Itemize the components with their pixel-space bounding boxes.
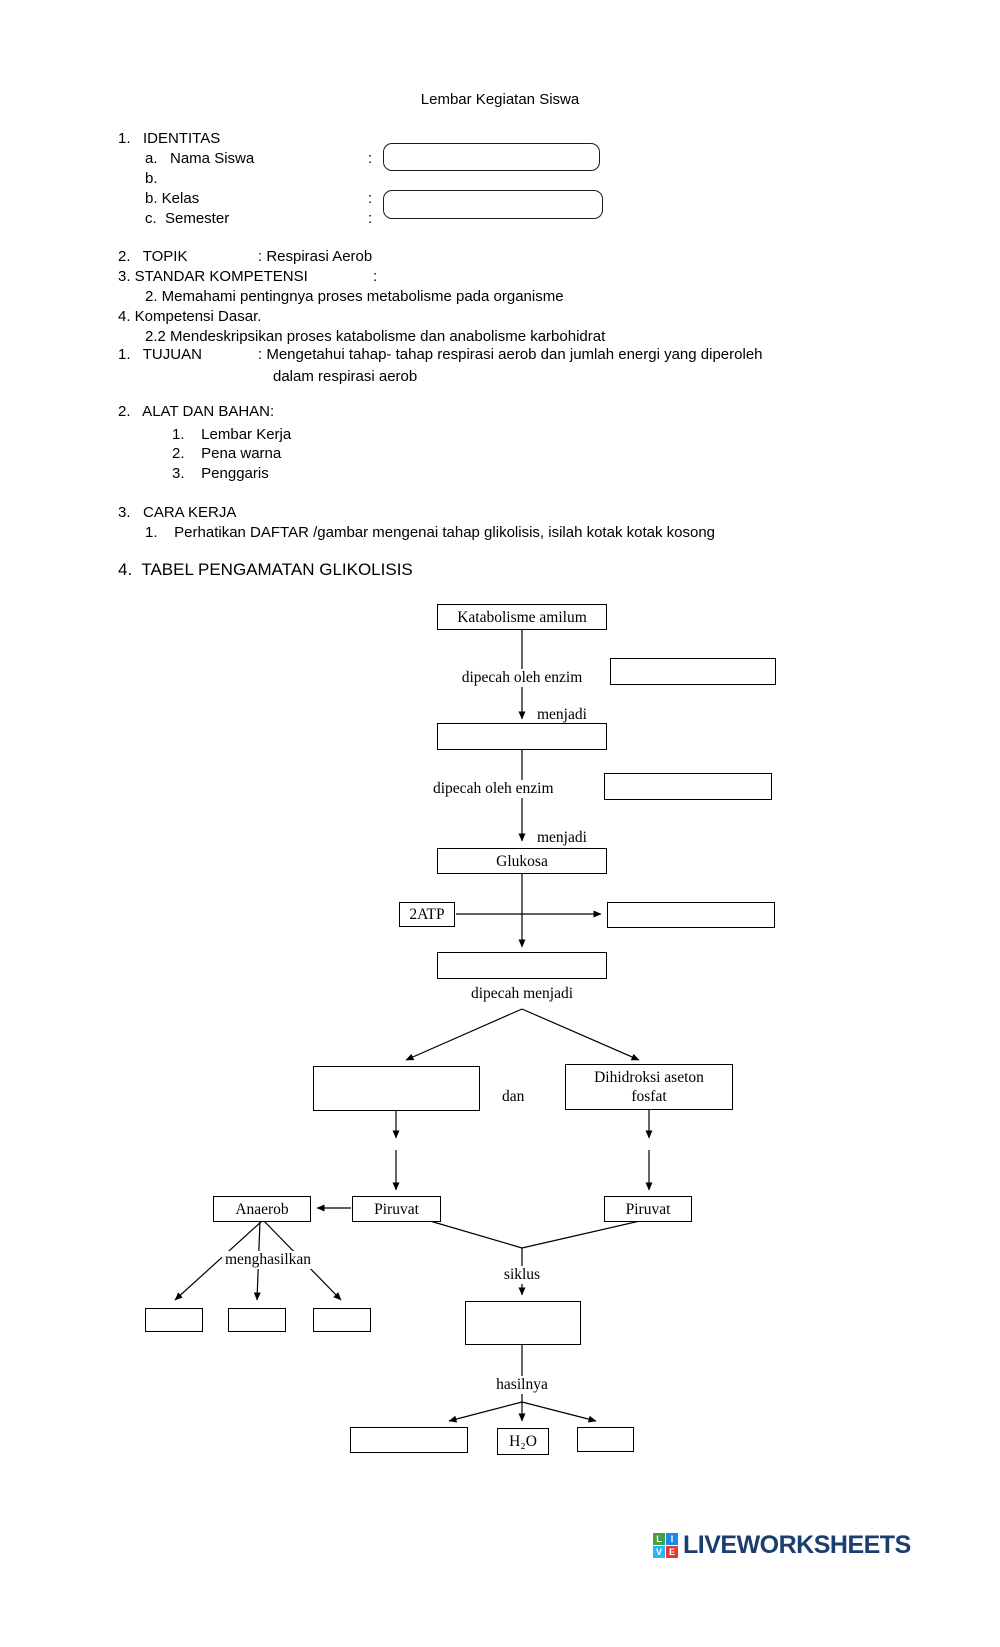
answer-box-hasil-left[interactable] bbox=[350, 1427, 468, 1453]
kompetensi-dasar-item: 2.2 Mendeskripsikan proses katabolisme dan anabolisme karbohidrat bbox=[145, 328, 606, 345]
box-katabolisme-amilum-label: Katabolisme amilum bbox=[457, 608, 587, 626]
logo-square-v: V bbox=[653, 1546, 665, 1558]
kelas-colon: : bbox=[368, 190, 373, 207]
connector-line bbox=[522, 1221, 640, 1248]
standar-kompetensi-label: 3. STANDAR KOMPETENSI bbox=[118, 268, 308, 285]
answer-box-split-left[interactable] bbox=[313, 1066, 480, 1111]
semester-colon: : bbox=[368, 210, 373, 227]
answer-box-anaerob-2[interactable] bbox=[228, 1308, 286, 1332]
logo-square-l: L bbox=[653, 1533, 665, 1545]
nama-siswa-colon: : bbox=[368, 150, 373, 167]
topik-label: 2. TOPIK bbox=[118, 248, 188, 265]
connector-arrow bbox=[522, 1009, 639, 1060]
connector-arrow bbox=[522, 1402, 596, 1421]
alat-bahan-heading: 2. ALAT DAN BAHAN: bbox=[118, 403, 275, 420]
nama-siswa-label: a. Nama Siswa bbox=[145, 150, 255, 167]
box-anaerob-label: Anaerob bbox=[235, 1200, 289, 1218]
liveworksheets-logo[interactable] bbox=[653, 1531, 911, 1560]
kompetensi-dasar-label: 4. Kompetensi Dasar. bbox=[118, 308, 262, 325]
label-siklus: siklus bbox=[501, 1266, 543, 1284]
identitas-b-stub: b. bbox=[145, 170, 158, 187]
identitas-heading: 1. IDENTITAS bbox=[118, 130, 221, 147]
box-dihidroksi-line2: fosfat bbox=[631, 1088, 667, 1105]
tabel-pengamatan-heading: 4. TABEL PENGAMATAN GLIKOLISIS bbox=[118, 560, 413, 579]
answer-box-anaerob-1[interactable] bbox=[145, 1308, 203, 1332]
liveworksheets-logo-icon bbox=[653, 1533, 678, 1558]
alat-item-2: 2. Pena warna bbox=[172, 445, 282, 462]
label-dipecah-oleh-enzim-2: dipecah oleh enzim bbox=[430, 780, 557, 798]
answer-box-menjadi-1[interactable] bbox=[437, 723, 607, 750]
liveworksheets-logo-text: LIVEWORKSHEETS bbox=[683, 1531, 911, 1559]
answer-box-glukosa-result[interactable] bbox=[437, 952, 607, 979]
box-piruvat-right-label: Piruvat bbox=[625, 1200, 671, 1218]
label-menjadi-2: menjadi bbox=[537, 829, 587, 846]
answer-box-enzim-1[interactable] bbox=[610, 658, 776, 685]
box-piruvat-left-label: Piruvat bbox=[374, 1200, 419, 1218]
kelas-label: b. Kelas bbox=[145, 190, 200, 207]
alat-item-3: 3. Penggaris bbox=[172, 465, 269, 482]
label-dan: dan bbox=[502, 1088, 525, 1105]
semester-label: c. Semester bbox=[145, 210, 230, 227]
page-title: Lembar Kegiatan Siswa bbox=[420, 91, 580, 108]
box-2atp-label: 2ATP bbox=[409, 906, 445, 923]
logo-square-e: E bbox=[666, 1546, 678, 1558]
connector-arrow bbox=[449, 1402, 522, 1421]
box-piruvat-right bbox=[604, 1196, 692, 1222]
topik-value: : Respirasi Aerob bbox=[258, 248, 373, 265]
box-2atp bbox=[399, 902, 455, 927]
answer-box-siklus[interactable] bbox=[465, 1301, 581, 1345]
standar-kompetensi-item: 2. Memahami pentingnya proses metabolisme pada organisme bbox=[145, 288, 564, 305]
box-anaerob bbox=[213, 1196, 311, 1222]
standar-kompetensi-colon: : bbox=[373, 268, 378, 285]
label-hasilnya: hasilnya bbox=[493, 1376, 551, 1394]
tujuan-label: 1. TUJUAN bbox=[118, 346, 202, 363]
answer-box-2atp-result[interactable] bbox=[607, 902, 775, 928]
cara-kerja-heading: 3. CARA KERJA bbox=[118, 504, 237, 521]
tujuan-value-line2: dalam respirasi aerob bbox=[273, 368, 418, 385]
box-glukosa-label: Glukosa bbox=[496, 852, 548, 870]
connector-arrow bbox=[406, 1009, 522, 1060]
box-dihidroksi-aseton-fosfat bbox=[565, 1064, 733, 1110]
label-menghasilkan: menghasilkan bbox=[222, 1251, 314, 1269]
box-glukosa bbox=[437, 848, 607, 874]
box-h2o bbox=[497, 1428, 549, 1455]
logo-square-i: I bbox=[666, 1533, 678, 1545]
connector-line bbox=[430, 1221, 522, 1248]
label-menjadi-1: menjadi bbox=[537, 706, 587, 723]
label-dipecah-menjadi: dipecah menjadi bbox=[468, 985, 576, 1003]
answer-box-enzim-2[interactable] bbox=[604, 773, 772, 800]
box-h2o-label: H₂O bbox=[509, 1433, 537, 1450]
alat-item-1: 1. Lembar Kerja bbox=[172, 426, 292, 443]
answer-box-hasil-right[interactable] bbox=[577, 1427, 634, 1452]
label-dipecah-oleh-enzim-1: dipecah oleh enzim bbox=[459, 669, 586, 687]
box-piruvat-left bbox=[352, 1196, 441, 1222]
box-dihidroksi-line1: Dihidroksi aseton bbox=[594, 1069, 704, 1086]
answer-box-anaerob-3[interactable] bbox=[313, 1308, 371, 1332]
cara-kerja-item: 1. Perhatikan DAFTAR /gambar mengenai tahap glikolisis, isilah kotak kotak kosong bbox=[145, 524, 715, 541]
tujuan-value: : Mengetahui tahap- tahap respirasi aerob dan jumlah energi yang diperoleh bbox=[258, 346, 763, 363]
box-katabolisme-amilum bbox=[437, 604, 607, 630]
